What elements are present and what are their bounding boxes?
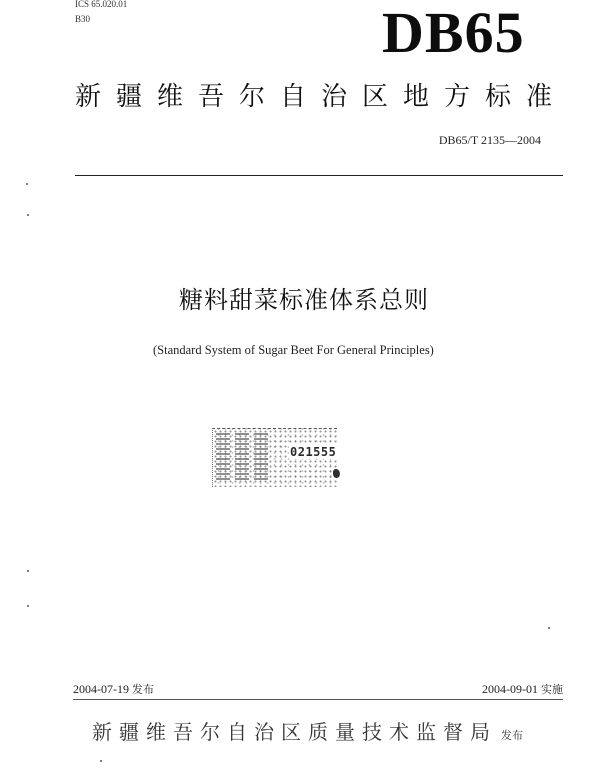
bottom-divider	[73, 699, 563, 700]
scan-speck	[100, 760, 102, 762]
issuer-name: 新疆维吾尔自治区质量技术监督局	[92, 720, 497, 744]
standard-code-logo: DB65	[382, 0, 525, 65]
stamp-number: 021555	[290, 445, 337, 459]
issuer-label: 发布	[501, 729, 523, 742]
stamp-text-column	[216, 433, 230, 483]
standard-category: 新疆维吾尔自治区地方标准	[75, 82, 568, 112]
scan-speck	[26, 183, 28, 185]
issue-date-line	[73, 682, 154, 697]
stamp-ink-blot	[333, 469, 340, 478]
implement-date: 2004-09-01	[482, 682, 538, 696]
ics-code: ICS 65.020.01	[75, 0, 128, 9]
document-title-english: (Standard System of Sugar Beet For General Principles)	[153, 343, 434, 357]
standard-number: DB65/T 2135—2004	[438, 133, 541, 147]
issuing-authority	[92, 719, 523, 749]
implement-label: 实施	[541, 683, 563, 696]
stamp-text-column	[235, 433, 249, 483]
issue-label: 发布	[132, 683, 154, 696]
issue-date: 2004-07-19	[73, 682, 129, 696]
top-divider	[75, 175, 563, 176]
document-title: 糖料甜菜标准体系总则	[179, 286, 429, 314]
scan-speck	[548, 627, 550, 629]
scan-speck	[27, 605, 29, 607]
implement-date-line	[482, 682, 563, 697]
ccs-code: B30	[75, 14, 91, 24]
scan-speck	[27, 214, 29, 216]
stamp-text-column	[254, 433, 268, 483]
archive-stamp	[212, 428, 337, 487]
scan-speck	[27, 570, 29, 572]
